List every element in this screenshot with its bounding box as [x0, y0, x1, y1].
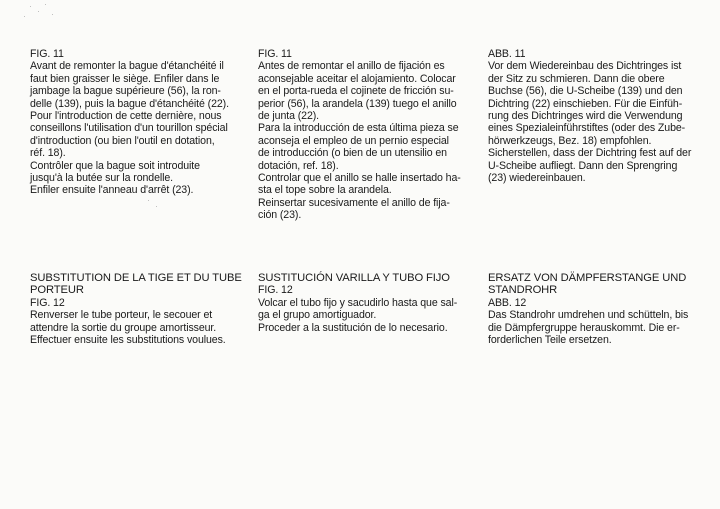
- text-line: Das Standrohr umdrehen und schütteln, bis: [488, 309, 689, 322]
- fig-heading: FIG. 11: [258, 48, 292, 60]
- text-line: (23) wiedereinbauen.: [488, 172, 586, 185]
- scan-speck: [148, 200, 149, 201]
- text-line: en el porta-rueda el cojinete de fricción su-: [258, 85, 454, 98]
- scan-speck: [52, 14, 53, 15]
- title-line: PORTEUR: [30, 284, 84, 297]
- german-abb12-column: [488, 272, 688, 346]
- german-abb11-body: [488, 60, 691, 184]
- text-line: U-Scheibe aufliegt. Dann den Sprengring: [488, 159, 678, 172]
- text-line: de junta (22).: [258, 110, 320, 123]
- text-line: Volcar el tubo fijo y sacudirlo hasta que sal-: [258, 296, 458, 309]
- text-line: Contrôler que la bague soit introduite: [30, 159, 200, 172]
- scan-speck: [38, 11, 39, 12]
- text-line: aconsejable aceitar el alojamiento. Colocar: [258, 72, 456, 85]
- text-line: Pour l'introduction de cette dernière, nous: [30, 110, 222, 123]
- text-line: Proceder a la sustitución de lo necesario.: [258, 321, 448, 334]
- text-line: attendre la sortie du groupe amortisseur.: [30, 321, 217, 334]
- text-line: Dichtring (22) einschieben. Für die Einfüh-: [488, 97, 683, 110]
- scan-speck: [156, 206, 157, 207]
- scan-speck: [24, 16, 25, 17]
- text-line: Enfiler ensuite l'anneau d'arrêt (23).: [30, 184, 194, 197]
- spanish-fig11-column: [258, 48, 461, 222]
- text-line: die Dämpfergruppe herauskommt. Die er-: [488, 321, 680, 334]
- title-line: ERSATZ VON DÄMPFERSTANGE UND: [488, 272, 687, 284]
- title-line: STANDROHR: [488, 284, 558, 297]
- text-line: jambage la bague supérieure (56), la ron-: [30, 85, 221, 98]
- text-line: Reinsertar sucesivamente el anillo de fija-: [258, 196, 450, 209]
- fig-heading: ABB. 11: [488, 48, 526, 60]
- text-line: d'introduction (ou bien l'outil en dotation,: [30, 134, 215, 147]
- text-line: rung des Dichtringes wird die Verwendung: [488, 110, 683, 123]
- fig-heading: FIG. 12: [30, 296, 65, 309]
- spanish-fig12-column: [258, 272, 457, 334]
- text-line: sta el tope sobre la arandela.: [258, 184, 392, 197]
- fig-heading: ABB. 12: [488, 296, 527, 309]
- title-line: SUBSTITUTION DE LA TIGE ET DU TUBE: [30, 272, 242, 284]
- scan-speck: [45, 4, 46, 5]
- text-line: Effectuer ensuite les substitutions voulues.: [30, 334, 226, 347]
- german-abb12-body: [488, 309, 688, 346]
- text-line: Renverser le tube porteur, le secouer et: [30, 309, 213, 322]
- text-line: faut bien graisser le siège. Enfiler dans le: [30, 72, 220, 85]
- text-line: Antes de remontar el anillo de fijación es: [258, 60, 445, 73]
- text-line: ga el grupo amortiguador.: [258, 309, 377, 322]
- spanish-fig12-body: [258, 297, 457, 334]
- section-title: [258, 272, 457, 284]
- text-line: eines Spezialeinführstiftes (oder des Zube-: [488, 122, 686, 135]
- french-fig11-body: [30, 60, 229, 196]
- text-line: réf. 18).: [30, 147, 66, 160]
- text-line: ción (23).: [258, 209, 302, 222]
- text-line: delle (139), puis la bague d'étanchéité (22).: [30, 97, 229, 110]
- section-title: [30, 272, 242, 297]
- text-line: jusqu'à la butée sur la rondelle.: [30, 172, 174, 185]
- french-fig12-column: [30, 272, 242, 346]
- text-line: perior (56), la arandela (139) tuego el anillo: [258, 97, 457, 110]
- text-line: Avant de remonter la bague d'étanchéité il: [30, 60, 224, 73]
- fig-heading: FIG. 11: [30, 48, 64, 60]
- text-line: der Sitz zu schmieren. Dann die obere: [488, 72, 665, 85]
- text-line: Controlar que el anillo se halle insertado ha-: [258, 172, 461, 185]
- text-line: de introducción (o bien de un utensilio en: [258, 147, 447, 160]
- french-fig11-column: [30, 48, 229, 197]
- text-line: Sicherstellen, dass der Dichtring fest auf der: [488, 147, 692, 160]
- text-line: Buchse (56), die U-Scheibe (139) und den: [488, 85, 683, 98]
- text-line: hörwerkzeugs, Bez. 18) empfohlen.: [488, 134, 652, 147]
- text-line: Vor dem Wiedereinbau des Dichtringes ist: [488, 60, 682, 73]
- scan-speck: [30, 6, 31, 7]
- french-fig12-body: [30, 309, 242, 346]
- section-title: [488, 272, 688, 297]
- spanish-fig11-body: [258, 60, 461, 221]
- title-line: SUSTITUCIÓN VARILLA Y TUBO FIJO: [258, 272, 450, 284]
- fig-heading: FIG. 12: [258, 284, 293, 297]
- text-line: Para la introducción de esta última pieza se: [258, 122, 459, 135]
- text-line: forderlichen Teile ersetzen.: [488, 334, 612, 347]
- text-line: dotación, ref. 18).: [258, 159, 339, 172]
- text-line: aconseja el empleo de un pernio especial: [258, 134, 449, 147]
- text-line: conseillons l'utilisation d'un tourillon spécial: [30, 122, 228, 135]
- german-abb11-column: [488, 48, 691, 184]
